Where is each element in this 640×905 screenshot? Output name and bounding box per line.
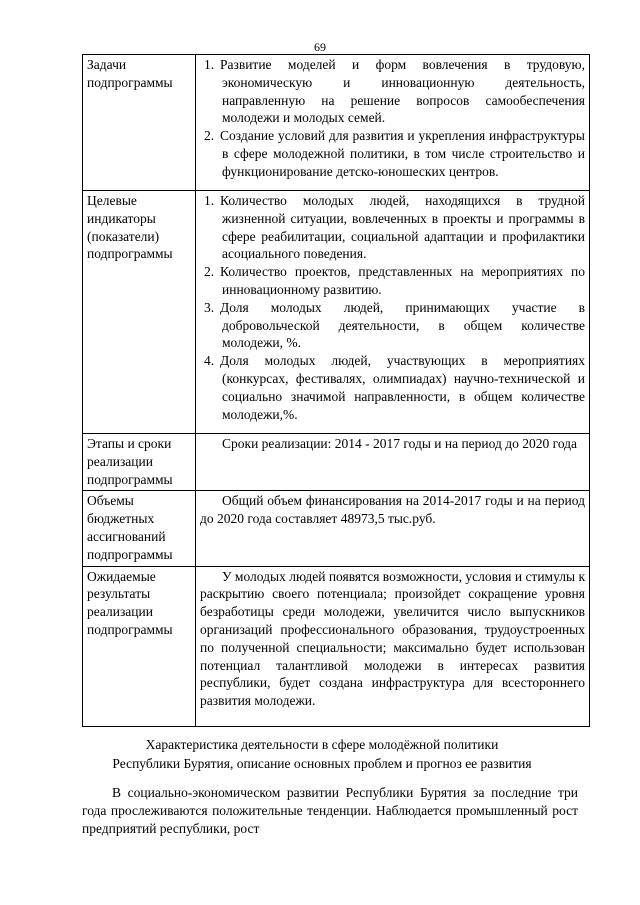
indicator-text-2: Количество проектов, представленных на мероприятиях по инновационному развитию. — [220, 264, 585, 297]
section-heading — [72, 735, 572, 773]
subprogram-passport-table — [82, 54, 590, 727]
table-row-indicators — [83, 191, 590, 434]
list-item: 1. Количество молодых людей, находящихся в трудной жизненной ситуации, вовлеченных в проекты и программы в сфере реабилитации, социальной адаптации и профилактики асоциального поведения. — [204, 193, 585, 262]
row-content-stages — [196, 434, 590, 491]
table-row-stages — [83, 434, 590, 491]
row-label-stages: Этапы и сроки реализации подпрограммы — [83, 434, 196, 491]
section-heading-line-1: Характеристика деятельности в сфере молодёжной политики — [145, 737, 499, 752]
table-row-tasks — [83, 55, 590, 191]
task-text-2: Создание условий для развития и укрепления инфраструктуры в сфере молодежной политики, в том числе строительство и функционирование детско-юношеских центров. — [220, 128, 585, 179]
row-content-indicators — [196, 191, 590, 434]
row-label-budget: Объемы бюджетных ассигнований подпрограммы — [83, 491, 196, 566]
row-content-budget — [196, 491, 590, 566]
stages-text: Сроки реализации: 2014 - 2017 годы и на период до 2020 года — [222, 436, 578, 451]
results-text: У молодых людей появятся возможности, условия и стимулы к раскрытию своего потенциала; произойдет сокращение уровня безработицы среди молодежи, увеличится число выпускников организаций профессионального образования, трудоустроенных по полученной специальности; максимально будет использован потенциал талантливой молодежи в интересах развития республики, будет создана инфраструктура для всестороннего развития молодежи. — [200, 568, 585, 709]
table-row-results — [83, 566, 590, 726]
row-label-tasks: Задачи подпрограммы — [83, 55, 196, 191]
list-item: 4. Доля молодых людей, участвующих в мероприятиях (конкурсах, фестивалях, олимпиадах) научно-технической и социально значимой направленности, в общем количестве молодежи,%. — [204, 353, 585, 422]
body-paragraph: В социально-экономическом развитии Республики Бурятия за последние три года прослеживаются положительные тенденции. Наблюдается промышленный рост предприятий республики, рост — [82, 785, 578, 836]
row-label-indicators: Целевые индикаторы (показатели) подпрограммы — [83, 191, 196, 434]
list-item: 1. Развитие моделей и форм вовлечения в трудовую, экономическую и инновационную деятельность, направленную на решение вопросов самообеспечения молодежи и молодых семей. — [204, 57, 585, 126]
indicator-text-4: Доля молодых людей, участвующих в мероприятиях (конкурсах, фестивалях, олимпиадах) научно-технической и социально значимой направленности, в общем количестве молодежи,%. — [220, 353, 585, 422]
list-item: 2. Создание условий для развития и укрепления инфраструктуры в сфере молодежной политики, в том числе строительство и функционирование детско-юношеских центров. — [204, 128, 585, 179]
budget-text: Общий объем финансирования на 2014-2017 годы и на период до 2020 года составляет 48973,5 тыс.руб. — [200, 493, 585, 527]
row-label-results: Ожидаемые результаты реализации подпрограммы — [83, 566, 196, 726]
section-heading-line-2: Республики Бурятия, описание основных проблем и прогноз ее развития — [112, 756, 532, 771]
list-item: 2. Количество проектов, представленных на мероприятиях по инновационному развитию. — [204, 264, 585, 297]
indicator-text-1: Количество молодых людей, находящихся в трудной жизненной ситуации, вовлеченных в проекты и программы в сфере реабилитации, социальной адаптации и профилактики асоциального поведения. — [220, 193, 585, 262]
page-number: 69 — [314, 40, 326, 54]
row-content-results — [196, 566, 590, 726]
indicator-text-3: Доля молодых людей, принимающих участие в добровольческой деятельности, в общем количестве молодежи, %. — [220, 299, 585, 351]
list-item: 3. Доля молодых людей, принимающих участие в добровольческой деятельности, в общем количестве молодежи, %. — [204, 299, 585, 351]
task-text-1: Развитие моделей и форм вовлечения в трудовую, экономическую и инновационную деятельность, направленную на решение вопросов самообеспечения молодежи и молодых семей. — [220, 57, 585, 126]
row-content-tasks — [196, 55, 590, 191]
table-row-budget — [83, 491, 590, 566]
